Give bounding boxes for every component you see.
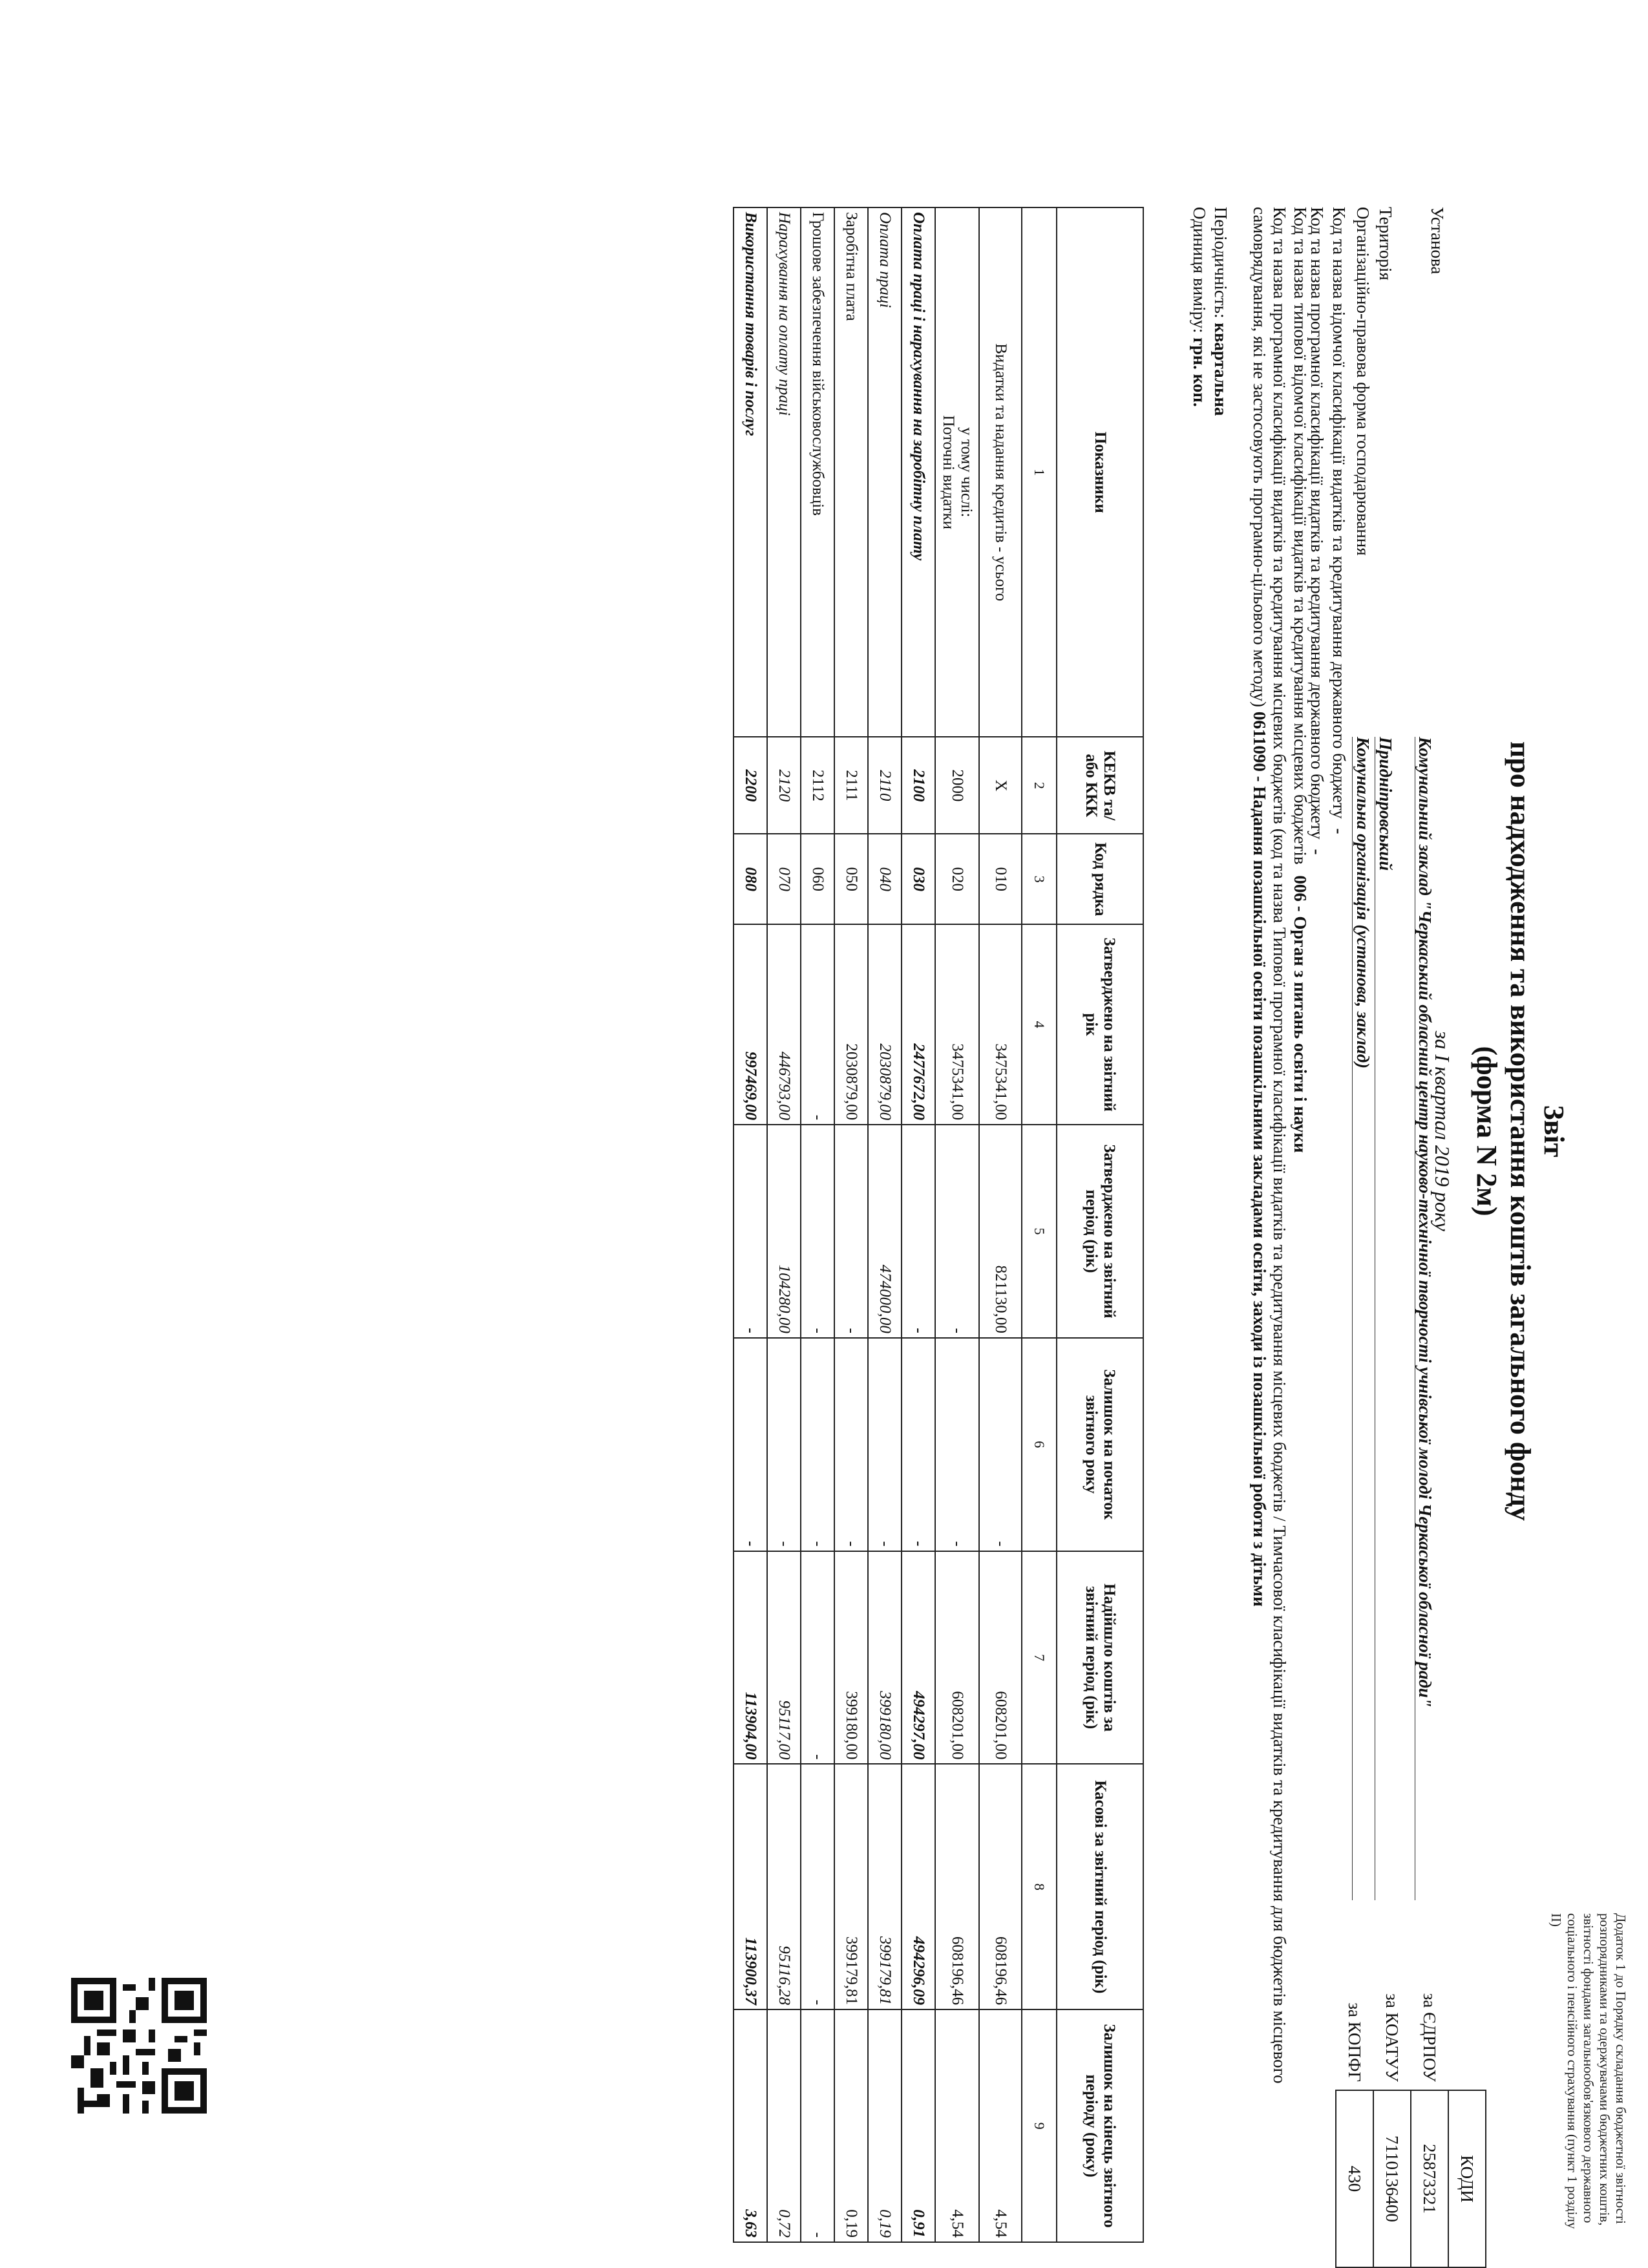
row-code: 020 <box>935 834 979 924</box>
row-code: 040 <box>868 834 902 924</box>
row-kekv: 2000 <box>935 737 979 834</box>
row-name: Нарахування на оплату праці <box>767 207 801 737</box>
report-title <box>1470 646 1570 1616</box>
row-value: - <box>834 1125 868 1338</box>
col-header: Затверджено на звітний рік <box>1057 924 1143 1125</box>
row-value: 608196,46 <box>979 1764 1022 2009</box>
row-value: 608201,00 <box>935 1551 979 1765</box>
row-value: 399179,81 <box>868 1764 902 2009</box>
col-header: КЕКВ та/або ККК <box>1057 737 1143 834</box>
kopfg-label: за КОПФГ <box>1345 2002 1365 2082</box>
org-form-label: Організаційно-правова форма господарювання <box>1353 207 1373 556</box>
col-header: Залишок на кінець звітного періоду (року) <box>1057 2009 1143 2242</box>
program-text: Код та назва програмної класифікації видатків та кредитування місцевих бюджетів (код та назва Типової програмної класифікації видатків та кредитування місцевих бюджетів / Тимчасової класифікації видатків та кредитування для бюджетів місцевого самоврядування, які не застосовують програмно-цільового методу) <box>1250 207 1289 2084</box>
row-kekv: 2110 <box>868 737 902 834</box>
col-number: 9 <box>1022 2009 1057 2242</box>
col-number: 4 <box>1022 924 1057 1125</box>
row-value: - <box>734 1125 767 1338</box>
row-kekv: 2111 <box>834 737 868 834</box>
prog-code-value: - <box>1307 849 1327 855</box>
table-row <box>979 207 1022 2242</box>
row-value: - <box>801 2009 834 2242</box>
row-value: 446793,00 <box>767 924 801 1125</box>
form-name: (форма N 2м) <box>1471 1046 1503 1216</box>
row-name: Використання товарів і послуг <box>734 207 767 737</box>
row-value: 0,72 <box>767 2009 801 2242</box>
unit-value: грн. коп. <box>1190 337 1209 407</box>
territory-label: Територія <box>1376 207 1395 281</box>
periodicity <box>1210 207 1231 416</box>
program-code: 0611090 - Надання позашкільної освіти позашкільними закладами освіти, заходи із позашкільної роботи з дітьми <box>1250 711 1269 1607</box>
row-value: 2030879,00 <box>868 924 902 1125</box>
row-value: - <box>801 1764 834 2009</box>
table-row <box>935 207 979 2242</box>
row-value: 997469,00 <box>734 924 767 1125</box>
row-value: - <box>935 1338 979 1551</box>
row-value: 821130,00 <box>979 1125 1022 1338</box>
title-line-2: про надходження та використання коштів загального фонду <box>1505 741 1536 1521</box>
row-value: - <box>801 1125 834 1338</box>
institution-label: Установа <box>1428 207 1447 275</box>
row-value: 399179,81 <box>834 1764 868 2009</box>
row-value: 113904,00 <box>734 1551 767 1765</box>
typical-dept-label <box>1290 207 1311 1153</box>
institution-value: Комунальний заклад "Черкаський обласний центр науково-технічної творчості учнівської молоді Черкаської обласної ради" <box>1415 737 1435 1900</box>
row-name: Оплата праці <box>868 207 902 737</box>
row-kekv: 2112 <box>801 737 834 834</box>
row-value: 0,19 <box>834 2009 868 2242</box>
col-number: 7 <box>1022 1551 1057 1765</box>
row-value: 104280,00 <box>767 1125 801 1338</box>
row-value: - <box>902 1338 935 1551</box>
col-header: Касові за звітний період (рік) <box>1057 1764 1143 2009</box>
row-code: 080 <box>734 834 767 924</box>
row-value: 95117,00 <box>767 1551 801 1765</box>
row-code: 010 <box>979 834 1022 924</box>
row-name: Оплата праці і нарахування на заробітну плату <box>902 207 935 737</box>
row-code: 070 <box>767 834 801 924</box>
row-value: 3475341,00 <box>979 924 1022 1125</box>
col-header: Надійшло коштів за звітний період (рік) <box>1057 1551 1143 1765</box>
periodicity-value: квартальна <box>1211 323 1231 416</box>
row-value: 113900,37 <box>734 1764 767 2009</box>
codes-header: КОДИ <box>1448 2090 1486 2267</box>
row-kekv: X <box>979 737 1022 834</box>
row-value: - <box>868 1338 902 1551</box>
program-classification <box>1249 207 1289 2165</box>
dept-code-value: - <box>1329 828 1349 834</box>
row-value: 2030879,00 <box>834 924 868 1125</box>
table-row <box>834 207 868 2242</box>
table-header-row <box>1057 207 1143 2242</box>
edrpou-value: 25873321 <box>1411 2090 1448 2267</box>
row-value: 474000,00 <box>868 1125 902 1338</box>
row-name: Грошове забезпечення військовослужбовців <box>801 207 834 737</box>
col-number: 5 <box>1022 1125 1057 1338</box>
row-value: - <box>902 1125 935 1338</box>
row-value: 494296,09 <box>902 1764 935 2009</box>
row-code: 030 <box>902 834 935 924</box>
row-value: - <box>801 1338 834 1551</box>
appendix-note: Додаток 1 до Порядку складання бюджетної звітності розпорядниками та одержувачами бюджетних коштів, звітності фондами загальнообов'язкового державного соціального і пенсійного страхування (пункт 1 розділу II) <box>1548 1913 1629 2229</box>
row-value: 399180,00 <box>834 1551 868 1765</box>
typical-dept-value: 006 - Орган з питань освіти і науки <box>1291 875 1310 1153</box>
col-number: 1 <box>1022 207 1057 737</box>
row-name <box>935 207 979 737</box>
row-value: 4,54 <box>979 2009 1022 2242</box>
table-row <box>801 207 834 2242</box>
row-value: 3475341,00 <box>935 924 979 1125</box>
row-value: 3,63 <box>734 2009 767 2242</box>
unit <box>1189 207 1210 407</box>
prog-code-text: Код та назва програмної класифікації видатків та кредитування державного бюджету <box>1307 207 1327 840</box>
col-header: Показники <box>1057 207 1143 737</box>
row-value: 608196,46 <box>935 1764 979 2009</box>
row-value: - <box>801 1551 834 1765</box>
row-value: - <box>935 1125 979 1338</box>
row-value: 2477672,00 <box>902 924 935 1125</box>
periodicity-label: Періодичність: <box>1211 207 1231 319</box>
row-value: 0,91 <box>902 2009 935 2242</box>
row-value: 608201,00 <box>979 1551 1022 1765</box>
row-kekv: 2100 <box>902 737 935 834</box>
dept-code-text: Код та назва відомчої класифікації видатків та кредитування державного бюджету <box>1329 207 1349 819</box>
table-row <box>734 207 767 2242</box>
col-header: Залишок на початок звітного року <box>1057 1338 1143 1551</box>
row-value: 494297,00 <box>902 1551 935 1765</box>
territory-value: Придніпровський <box>1375 737 1396 1900</box>
title-line-1: Звіт <box>1538 1105 1570 1158</box>
row-kekv: 2120 <box>767 737 801 834</box>
row-value: - <box>767 1338 801 1551</box>
unit-label: Одиниця виміру: <box>1190 207 1209 334</box>
row-value: - <box>801 924 834 1125</box>
row-value: - <box>979 1338 1022 1551</box>
row-value: 0,19 <box>868 2009 902 2242</box>
edrpou-label: за ЄДРПОУ <box>1420 1993 1440 2082</box>
row-code: 050 <box>834 834 868 924</box>
row-value: 399180,00 <box>868 1551 902 1765</box>
col-header: Затверджено на звітний період (рік) <box>1057 1125 1143 1338</box>
row-value: 95116,28 <box>767 1764 801 2009</box>
table-row <box>868 207 902 2242</box>
row-value: - <box>834 1338 868 1551</box>
row-code: 060 <box>801 834 834 924</box>
row-name-main: Поточні видатки <box>940 415 957 529</box>
row-name-prefix: у тому числі: <box>958 427 975 518</box>
org-form-value: Комунальна організація (установа, заклад) <box>1352 737 1373 1900</box>
row-value: - <box>734 1338 767 1551</box>
col-header: Код рядка <box>1057 834 1143 924</box>
table-row <box>902 207 935 2242</box>
row-name: Видатки та надання кредитів - усього <box>979 207 1022 737</box>
col-number: 3 <box>1022 834 1057 924</box>
kopfg-value: 430 <box>1336 2090 1373 2267</box>
dept-code-label <box>1329 207 1349 834</box>
codes-table <box>1335 1971 1486 2268</box>
report-table <box>733 207 1144 2243</box>
col-number: 2 <box>1022 737 1057 834</box>
row-value: 4,54 <box>935 2009 979 2242</box>
qr-code-icon <box>71 1978 207 2114</box>
column-numbers-row <box>1022 207 1057 2242</box>
koatuu-label: за КОАТУУ <box>1382 1993 1402 2082</box>
table-row <box>767 207 801 2242</box>
report-period: за I квартал 2019 року <box>1431 1031 1454 1231</box>
col-number: 6 <box>1022 1338 1057 1551</box>
typical-dept-text: Код та назва типової відомчої класифікації видатків та кредитування місцевих бюджетів <box>1291 207 1310 865</box>
row-kekv: 2200 <box>734 737 767 834</box>
koatuu-value: 7110136400 <box>1373 2090 1411 2267</box>
col-number: 8 <box>1022 1764 1057 2009</box>
row-name: Заробітна плата <box>834 207 868 737</box>
